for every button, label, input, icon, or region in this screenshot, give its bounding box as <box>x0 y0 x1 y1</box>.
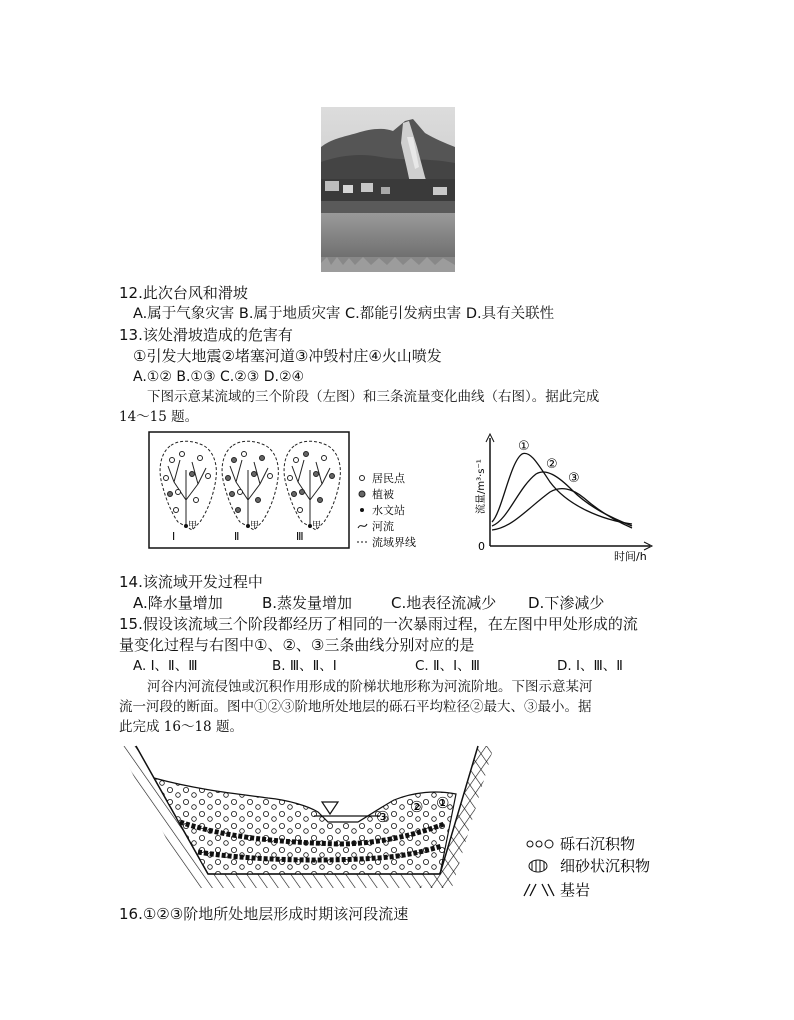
terrace-legend <box>524 835 650 899</box>
basin-stage-2 <box>222 441 278 543</box>
stage-label-1: Ⅰ <box>172 530 176 543</box>
question-15-line1: 15.假设该流域三个阶段都经历了相同的一次暴雨过程，在左图中甲处形成的流 <box>119 615 638 633</box>
question-13-stem: 13.该处滑坡造成的危害有 <box>119 326 293 344</box>
intro-14-line1: 下图示意某流域的三个阶段（左图）和三条流量变化曲线（右图）。据此完成 <box>147 389 600 405</box>
question-14-stem: 14.该流域开发过程中 <box>119 573 263 591</box>
point-label-jia-2: 甲 <box>250 521 260 531</box>
chart-ylabel: 流量/m³·s⁻¹ <box>476 459 487 514</box>
chart-xlabel: 时间/h <box>614 550 647 563</box>
curve-label-2: ② <box>546 457 558 472</box>
stage-label-2: Ⅱ <box>234 530 240 543</box>
terrace-label-2: ② <box>410 798 424 816</box>
question-15-option-d: D. Ⅰ、Ⅲ、Ⅱ <box>557 658 623 674</box>
question-14-option-d: D.下渗减少 <box>528 594 605 612</box>
question-14-option-c: C.地表径流减少 <box>391 594 497 612</box>
legend-river: 河流 <box>372 520 394 533</box>
curve-label-1: ① <box>518 439 530 454</box>
question-15-option-a: A. Ⅰ、Ⅱ、Ⅲ <box>133 658 198 674</box>
point-label-jia-1: 甲 <box>188 521 198 531</box>
basin-stage-3 <box>284 441 340 543</box>
chart-origin: 0 <box>478 540 485 553</box>
intro-16-line1: 河谷内河流侵蚀或沉积作用形成的阶梯状地形称为河流阶地。下图示意某河 <box>147 679 593 695</box>
discharge-curves-chart <box>472 432 658 564</box>
legend-basin-boundary: 流域界线 <box>372 536 416 549</box>
landslide-photo <box>321 107 455 272</box>
river-terrace-figure <box>118 738 678 904</box>
intro-14-line2: 14～15 题。 <box>119 409 199 425</box>
legend-fine-sand: 细砂状沉积物 <box>560 857 651 875</box>
stage-label-3: Ⅲ <box>296 530 304 543</box>
basin-legend <box>357 471 416 549</box>
question-12-stem: 12.此次台风和滑坡 <box>119 284 248 302</box>
legend-hydrological-station: 水文站 <box>372 504 405 517</box>
question-15-option-b: B. Ⅲ、Ⅱ、Ⅰ <box>272 658 337 674</box>
question-16-stem: 16.①②③阶地所处地层形成时期该河段流速 <box>119 905 409 923</box>
intro-16-line3: 此完成 16～18 题。 <box>119 719 243 735</box>
question-15-line2: 量变化过程与右图中①、②、③三条曲线分别对应的是 <box>119 636 475 654</box>
water-level-marker <box>322 802 338 814</box>
basin-stage-1 <box>160 441 216 543</box>
basin-stages-figure <box>148 430 450 552</box>
question-13-options: A.①② B.①③ C.②③ D.②④ <box>133 369 305 385</box>
question-13-items: ①引发大地震②堵塞河道③冲毁村庄④火山喷发 <box>133 347 442 365</box>
legend-settlement: 居民点 <box>372 472 405 485</box>
point-label-jia-3: 甲 <box>312 521 322 531</box>
legend-bedrock: 基岩 <box>560 881 591 899</box>
legend-gravel: 砾石沉积物 <box>560 835 636 853</box>
legend-vegetation: 植被 <box>372 488 394 501</box>
question-14-option-b: B.蒸发量增加 <box>262 594 353 612</box>
question-14-option-a: A.降水量增加 <box>133 594 223 612</box>
curve-label-3: ③ <box>568 471 580 486</box>
intro-16-line2: 流一河段的断面。图中①②③阶地所处地层的砾石平均粒径②最大、③最小。据 <box>119 699 592 715</box>
question-12-options: A.属于气象灾害 B.属于地质灾害 C.都能引发病虫害 D.具有关联性 <box>133 306 555 322</box>
question-15-option-c: C. Ⅱ、Ⅰ、Ⅲ <box>415 658 480 674</box>
terrace-label-3: ③ <box>376 808 390 826</box>
terrace-label-1: ① <box>436 794 450 812</box>
